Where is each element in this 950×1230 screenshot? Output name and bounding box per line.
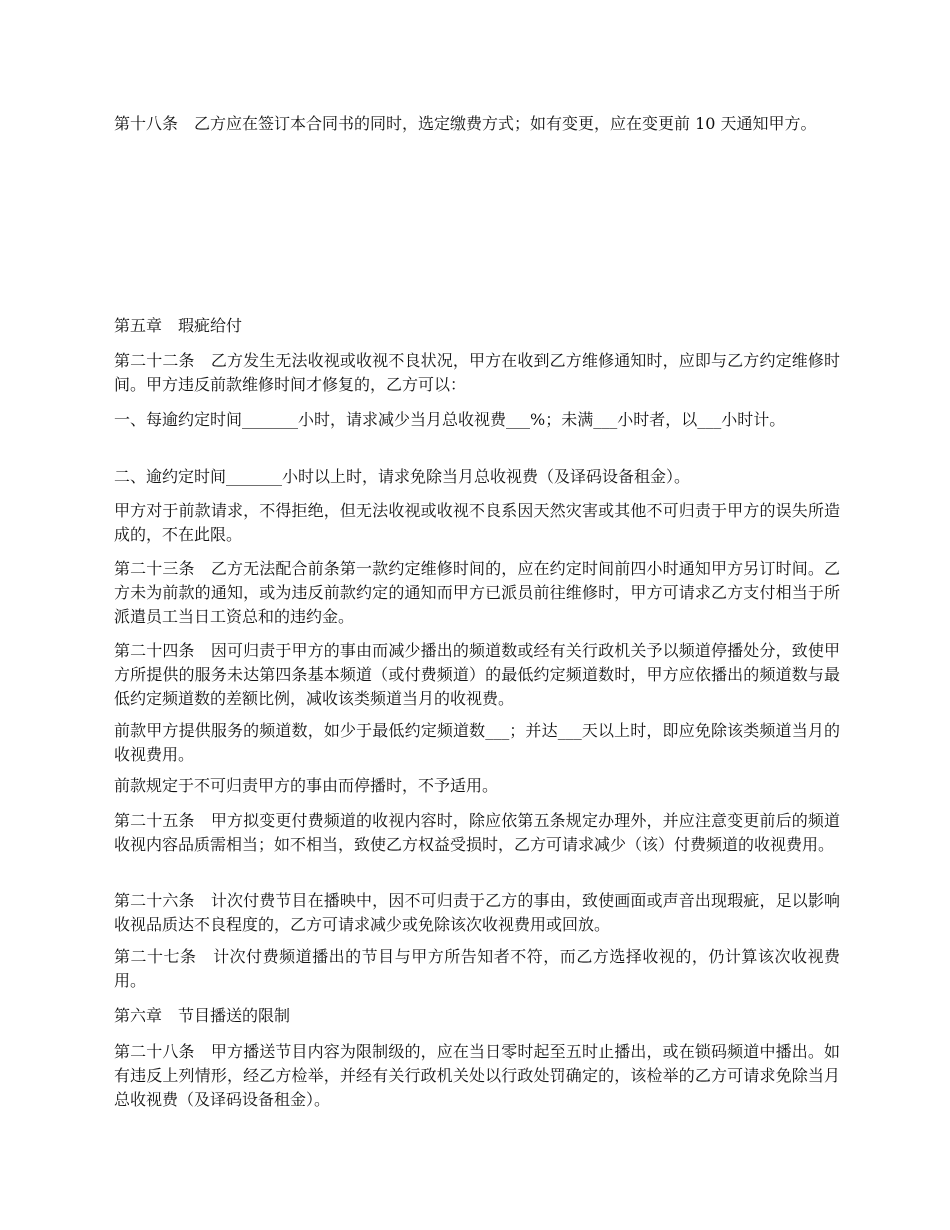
article-26: 第二十六条 计次付费节目在播映中，因不可归责于乙方的事由，致使画面或声音出现瑕疵，足以影响收视品质达不良程度的，乙方可请求减少或免除该次收视费用或回放。	[114, 891, 840, 934]
article-25: 第二十五条 甲方拟变更付费频道的收视内容时，除应依第五条规定办理外，并应注意变更前后的频道收视内容品质需相当；如不相当，致使乙方权益受损时，乙方可请求减少（该）付费频道的收视费用。	[114, 811, 840, 854]
chapter-5-heading: 第五章 瑕疵给付	[114, 316, 243, 335]
article-22: 第二十二条 乙方发生无法收视或收视不良状况，甲方在收到乙方维修通知时，应即与乙方约定维修时间。甲方违反前款维修时间才修复的，乙方可以：	[114, 351, 840, 394]
article-27: 第二十七条 计次付费频道播出的节目与甲方所告知者不符，而乙方选择收视的，仍计算该次收视费用。	[114, 947, 840, 990]
article-24-clause-2: 前款甲方提供服务的频道数，如少于最低约定频道数___；并达___天以上时，即应免除该类频道当月的收视费用。	[114, 721, 840, 764]
article-23: 第二十三条 乙方无法配合前条第一款约定维修时间的，应在约定时间前四小时通知甲方另订时间。乙方未为前款的通知，或为违反前款约定的通知而甲方已派员前往维修时，甲方可请求乙方支付相当于所派遣员工当日工资总和的违约金。	[114, 559, 840, 626]
article-28: 第二十八条 甲方播送节目内容为限制级的，应在当日零时起至五时止播出，或在锁码频道中播出。如有违反上列情形，经乙方检举，并经有关行政机关处以行政处罚确定的，该检举的乙方可请求免除当月总收视费（及译码设备租金）。	[114, 1042, 840, 1109]
article-22-item-1: 一、每逾约定时间_______小时，请求减少当月总收视费___%；未满___小时者，以___小时计。	[114, 410, 786, 429]
article-22-item-2: 二、逾约定时间_______小时以上时，请求免除当月总收视费（及译码设备租金）。	[114, 467, 691, 486]
article-22-exception: 甲方对于前款请求，不得拒绝，但无法收视或收视不良系因天然灾害或其他不可归责于甲方的误失所造成的，不在此限。	[114, 501, 840, 544]
article-24: 第二十四条 因可归责于甲方的事由而减少播出的频道数或经有关行政机关予以频道停播处分，致使甲方所提供的服务未达第四条基本频道（或付费频道）的最低约定频道数时，甲方应依播出的频道数与最低约定频道数的差额比例，减收该类频道当月的收视费。	[114, 641, 840, 708]
chapter-6-heading: 第六章 节目播送的限制	[114, 1006, 291, 1025]
article-24-clause-3: 前款规定于不可归责甲方的事由而停播时，不予适用。	[114, 776, 499, 795]
article-18: 第十八条 乙方应在签订本合同书的同时，选定缴费方式；如有变更，应在变更前 10 天通知甲方。	[114, 114, 817, 133]
